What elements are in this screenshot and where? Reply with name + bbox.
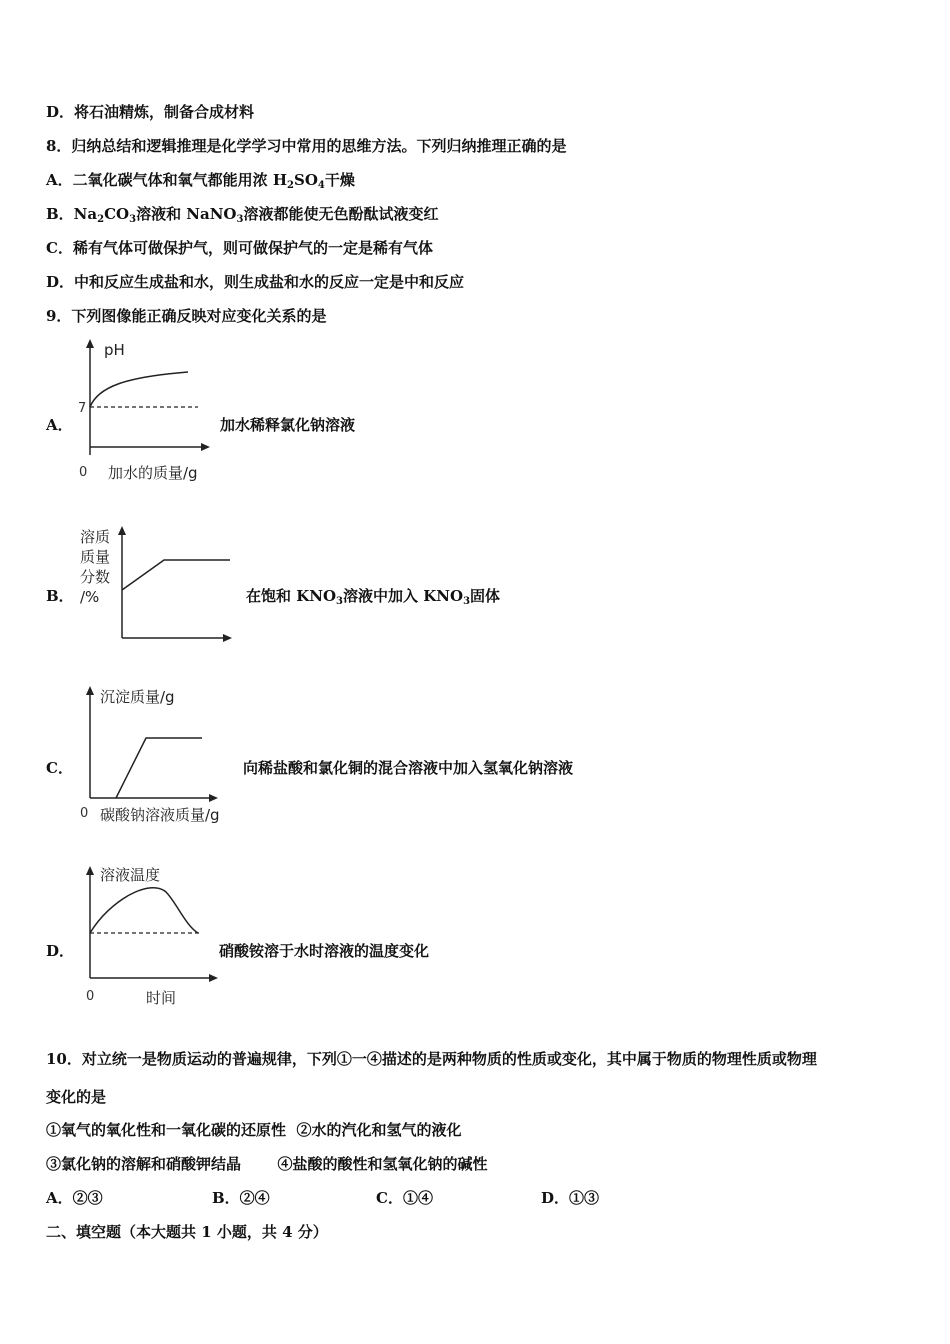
q9-option-b-letter: B． — [46, 587, 74, 605]
figure-b-curve — [122, 560, 230, 590]
figure-b-y-label-2: 质量 — [80, 548, 111, 566]
figure-c-y-label: 沉淀质量/g — [100, 688, 175, 706]
figure-a-curve — [90, 372, 188, 407]
q9-option-b-caption: 在饱和 $KNO_3$溶液中加入 $KNO_3$固体 — [246, 587, 501, 607]
figure-a-origin: 0 — [79, 465, 88, 480]
figure-b-y-label-3: 分数 — [80, 568, 111, 586]
q9-option-a-letter: A． — [46, 416, 73, 434]
q10-stem-line-2: 变化的是 — [46, 1088, 107, 1106]
figure-d-temperature-graph — [70, 860, 230, 1010]
q10-items-line-2: ③氯化钠的溶解和硝酸钾结晶 ④盐酸的酸性和氢氧化钠的碱性 — [46, 1155, 488, 1173]
q9-option-d-letter: D． — [46, 942, 75, 960]
figure-d-y-label: 溶液温度 — [100, 866, 161, 884]
figure-d-curve — [90, 888, 198, 933]
figure-d-x-arrow — [209, 974, 218, 982]
q8-option-c: C．稀有气体可做保护气，则可做保护气的一定是稀有气体 — [46, 239, 433, 257]
figure-a-y-tick-7: 7 — [78, 401, 87, 416]
q8-option-b: B．$Na_2CO_3$溶液和 NaNO$_3$溶液都能使无色酚酞试液变红 — [46, 205, 439, 225]
q8-option-d: D．中和反应生成盐和水，则生成盐和水的反应一定是中和反应 — [46, 273, 465, 291]
q10-option-c: C．①④ — [376, 1189, 433, 1207]
figure-d-y-arrow — [86, 866, 94, 875]
figure-c-origin: 0 — [80, 806, 89, 821]
q10-items-line-1: ①氧气的氧化性和一氧化碳的还原性 ②水的汽化和氢气的液化 — [46, 1121, 462, 1139]
figure-a-x-label: 加水的质量/g — [108, 464, 198, 482]
figure-c-curve — [116, 738, 202, 798]
figure-b-x-arrow — [223, 634, 232, 642]
figure-b-y-arrow — [118, 526, 126, 535]
q10-option-a: A．②③ — [46, 1189, 103, 1207]
q9-option-c-letter: C． — [46, 759, 73, 777]
q10-stem-line-1: 10．对立统一是物质运动的普遍规律，下列①一④描述的是两种物质的性质或变化，其中属于物质的物理性质或物理 — [46, 1050, 817, 1068]
figure-a-y-arrow — [86, 339, 94, 348]
q10-option-d: D．①③ — [541, 1189, 600, 1207]
q8-stem: 8．归纳总结和逻辑推理是化学学习中常用的思维方法。下列归纳推理正确的是 — [46, 137, 567, 155]
q7-option-d: D．将石油精炼，制备合成材料 — [46, 103, 255, 121]
figure-d-origin: 0 — [86, 989, 95, 1004]
q9-option-c-caption: 向稀盐酸和氯化铜的混合溶液中加入氢氧化钠溶液 — [243, 759, 574, 777]
q9-option-a-caption: 加水稀释氯化钠溶液 — [220, 416, 356, 434]
q9-stem: 9．下列图像能正确反映对应变化关系的是 — [46, 307, 327, 325]
q8-option-a: A．二氧化碳气体和氧气都能用浓 $H_2SO_4$干燥 — [46, 171, 355, 191]
q10-option-b: B．②④ — [212, 1189, 270, 1207]
figure-a-x-arrow — [201, 443, 210, 451]
figure-d-x-label: 时间 — [146, 989, 177, 1007]
section-fill-in-title: 二、填空题（本大题共 1 小题，共 4 分） — [46, 1223, 328, 1241]
figure-b-y-label-1: 溶质 — [80, 528, 111, 546]
figure-a-ph-graph — [70, 335, 220, 485]
figure-c-x-label: 碳酸钠溶液质量/g — [100, 806, 220, 824]
figure-a-y-label: pH — [104, 341, 125, 359]
figure-c-y-arrow — [86, 686, 94, 695]
figure-b-solute-fraction-graph — [78, 520, 238, 650]
figure-c-precipitate-graph — [70, 680, 240, 830]
figure-c-x-arrow — [209, 794, 218, 802]
q9-option-d-caption: 硝酸铵溶于水时溶液的温度变化 — [219, 942, 430, 960]
figure-b-y-label-4: /% — [80, 588, 100, 606]
